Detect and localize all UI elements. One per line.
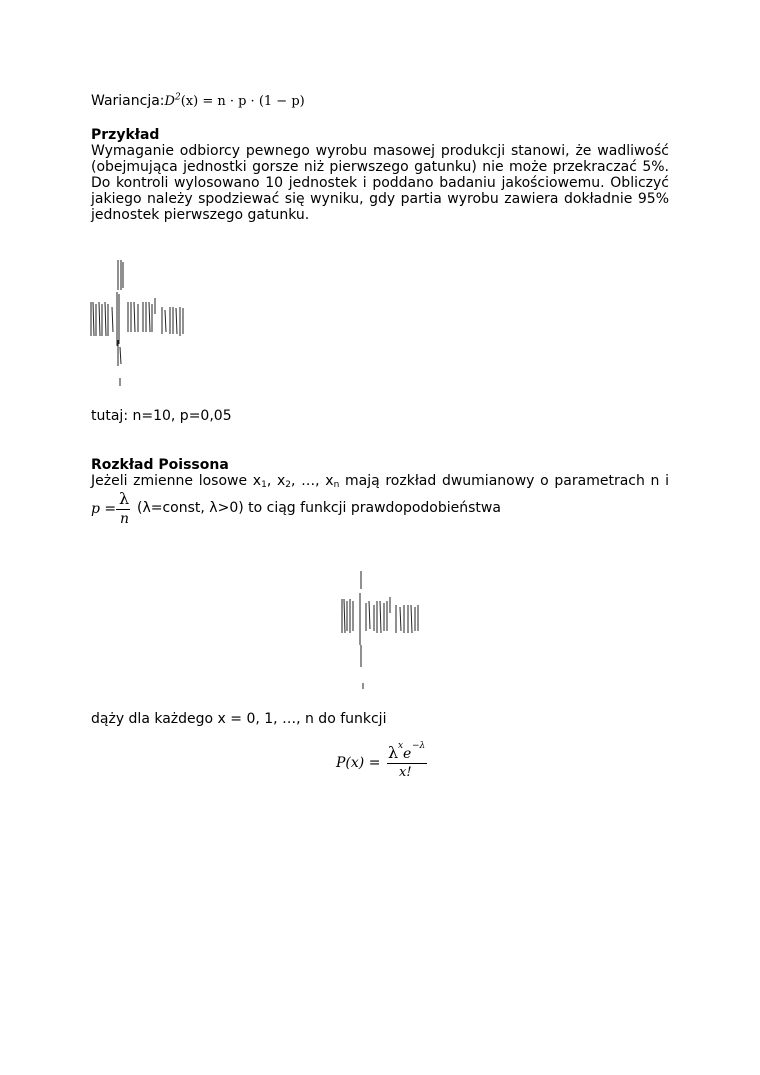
example-line: Wymaganie odbiorcy pewnego wyrobu masowej produkcji stanowi, że wadliwość xyxy=(91,143,669,159)
example-paragraph xyxy=(91,143,669,223)
example-line: jakiego należy spodziewać się wyniku, gdy partia wyrobu zawiera dokładnie 95% xyxy=(91,191,669,207)
tends-to-line: dąży dla każdego x = 0, 1, …, n do funkcji xyxy=(91,711,387,727)
example-note: tutaj: n=10, p=0,05 xyxy=(91,408,232,424)
fraction-bar xyxy=(116,509,130,510)
formula-fraction-bar xyxy=(387,763,427,764)
example-line: (obejmująca jednostki gorsze niż pierwszego gatunku) nie może przekraczać 5%. xyxy=(91,159,669,175)
poisson-line-2: (λ=const, λ>0) to ciąg funkcji prawdopodobieństwa xyxy=(137,500,501,516)
variance-line xyxy=(91,93,305,110)
poisson-line-1: Jeżeli zmienne losowe $x_1$, $x_2$, …, $x_n$ mają rozkład dwumianowy o parametrach n i xyxy=(91,473,669,490)
variance-formula: $D^2(x) = n \cdot p \cdot (1 - p)$ xyxy=(164,92,305,109)
poisson-formula: P(x) = λ x e −λ x! xyxy=(336,741,426,780)
example-line: jednostek pierwszego gatunku. xyxy=(91,207,310,223)
example-line: Do kontroli wylosowano 10 jednostek i poddano badaniu jakościowemu. Obliczyć xyxy=(91,175,669,191)
limit-formula-figure xyxy=(338,565,428,695)
example-heading: Przykład xyxy=(91,127,160,143)
p-lambda-fraction: p = λ n xyxy=(91,489,130,527)
binomial-formula-figure xyxy=(88,252,198,392)
poisson-paragraph xyxy=(91,473,669,489)
variance-label: Wariancja: xyxy=(91,93,165,109)
poisson-heading: Rozkład Poissona xyxy=(91,457,229,473)
